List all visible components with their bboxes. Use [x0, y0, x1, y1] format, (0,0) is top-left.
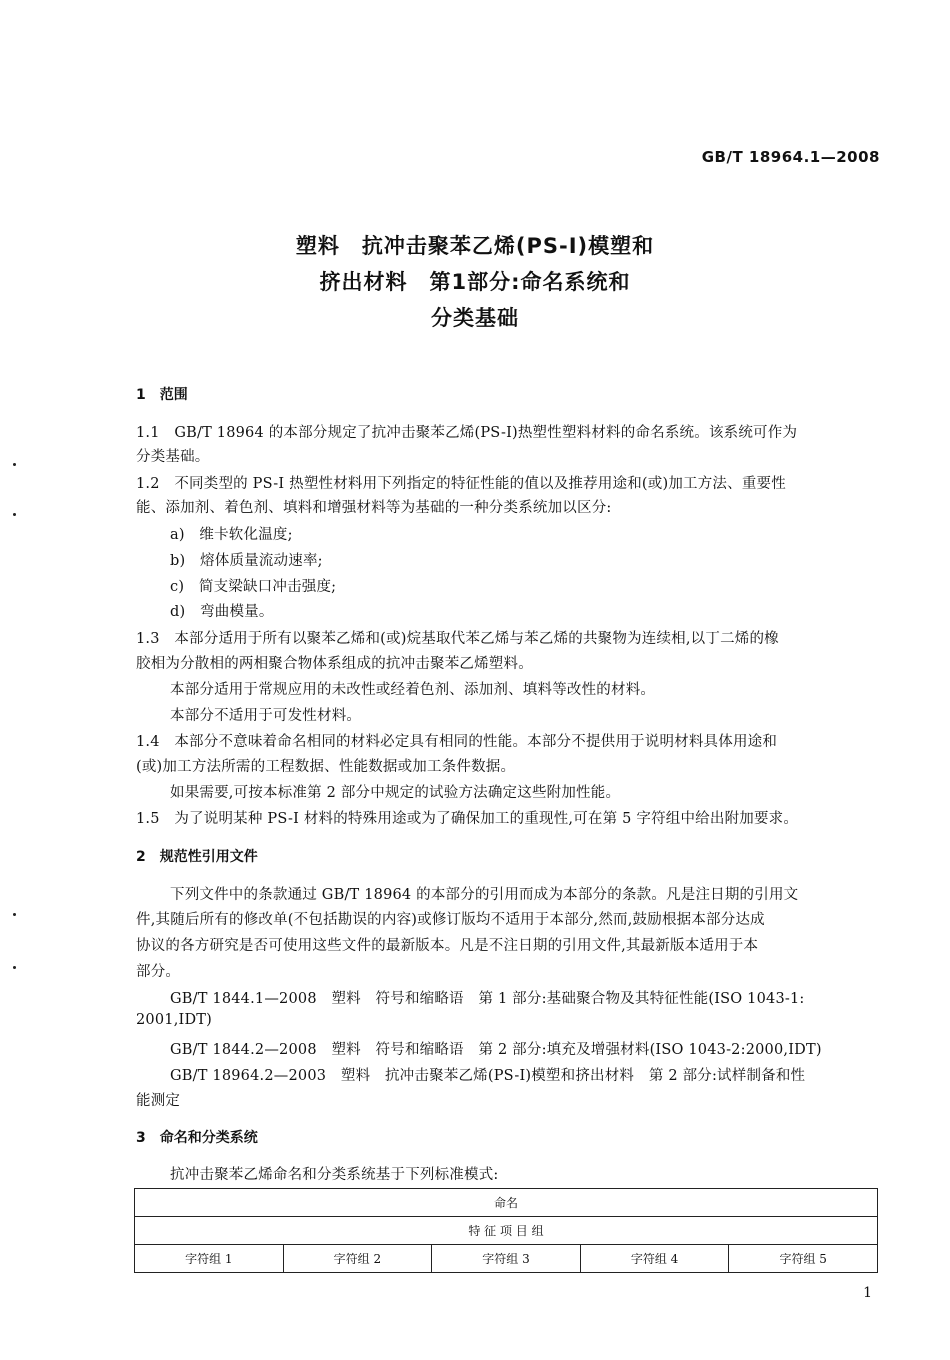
paragraph-line: 协议的各方研究是否可使用这些文件的最新版本。凡是不注日期的引用文件,其最新版本适用于本	[136, 938, 759, 954]
paragraph-line: 如果需要,可按本标准第 2 部分中规定的试验方法确定这些附加性能。	[170, 785, 621, 801]
section-2-heading: 2 规范性引用文件	[136, 849, 258, 865]
paragraph-line: (或)加工方法所需的工程数据、性能数据或加工条件数据。	[136, 759, 516, 775]
title-line-2: 挤出材料 第1部分:命名系统和	[319, 270, 631, 294]
paragraph-line: 1.5 为了说明某种 PS-I 材料的特殊用途或为了确保加工的重现性,可在第 5 字符组中给出附加要求。	[136, 811, 799, 827]
paragraph-line: 件,其随后所有的修改单(不包括勘误的内容)或修订版均不适用于本部分,然而,鼓励根据本部分达成	[136, 912, 765, 928]
paragraph-line: 1.3 本部分适用于所有以聚苯乙烯和(或)烷基取代苯乙烯与苯乙烯的共聚物为连续相,以丁二烯的橡	[136, 631, 779, 647]
table-cell-group-1: 字符组 1	[135, 1245, 284, 1273]
paragraph-line: 本部分不适用于可发性材料。	[170, 708, 362, 724]
paragraph-line: 本部分适用于常规应用的未改性或经着色剂、添加剂、填料等改性的材料。	[170, 682, 656, 698]
section-1-heading: 1 范围	[136, 387, 188, 403]
paragraph-line: 分类基础。	[136, 449, 210, 465]
reference-line: 能测定	[136, 1093, 181, 1109]
scan-dot	[13, 513, 16, 516]
page-number: 1	[863, 1285, 872, 1301]
paragraph-line: 部分。	[136, 964, 181, 980]
table-cell-group-3: 字符组 3	[432, 1245, 581, 1273]
list-item: b) 熔体质量流动速率;	[170, 553, 323, 569]
reference-line: GB/T 18964.2—2003 塑料 抗冲击聚苯乙烯(PS-I)模塑和挤出材料 第 2 部分:试样制备和性	[170, 1068, 806, 1084]
title-line-1: 塑料 抗冲击聚苯乙烯(PS-I)模塑和	[295, 234, 655, 258]
section-3-heading: 3 命名和分类系统	[136, 1130, 258, 1146]
table-header-designation: 命名	[135, 1189, 878, 1217]
designation-scheme-table	[134, 1188, 878, 1273]
scan-dot	[13, 463, 16, 466]
reference-line: 2001,IDT)	[136, 1012, 212, 1028]
paragraph-line: 下列文件中的条款通过 GB/T 18964 的本部分的引用而成为本部分的条款。凡是注日期的引用文	[170, 887, 799, 903]
scan-dot	[13, 913, 16, 916]
table-header-feature-groups: 特 征 项 目 组	[135, 1217, 878, 1245]
paragraph-line: 1.2 不同类型的 PS-I 热塑性材料用下列指定的特征性能的值以及推荐用途和(或)加工方法、重要性	[136, 476, 786, 492]
paragraph-line: 1.1 GB/T 18964 的本部分规定了抗冲击聚苯乙烯(PS-I)热塑性塑料材料的命名系统。该系统可作为	[136, 425, 798, 441]
scan-dot	[13, 966, 16, 969]
list-item: c) 简支梁缺口冲击强度;	[170, 579, 337, 595]
list-item: d) 弯曲模量。	[170, 604, 274, 620]
paragraph-line: 能、添加剂、着色剂、填料和增强材料等为基础的一种分类系统加以区分:	[136, 500, 612, 516]
list-item: a) 维卡软化温度;	[170, 527, 293, 543]
paragraph-line: 胶相为分散相的两相聚合物体系组成的抗冲击聚苯乙烯塑料。	[136, 656, 533, 672]
reference-line: GB/T 1844.2—2008 塑料 符号和缩略语 第 2 部分:填充及增强材料(ISO 1043-2:2000,IDT)	[170, 1042, 822, 1058]
table-cell-group-2: 字符组 2	[283, 1245, 432, 1273]
reference-line: GB/T 1844.1—2008 塑料 符号和缩略语 第 1 部分:基础聚合物及其特征性能(ISO 1043-1:	[170, 991, 805, 1007]
paragraph-line: 1.4 本部分不意味着命名相同的材料必定具有相同的性能。本部分不提供用于说明材料具体用途和	[136, 734, 778, 750]
table-cell-group-5: 字符组 5	[729, 1245, 878, 1273]
table-cell-group-4: 字符组 4	[580, 1245, 729, 1273]
paragraph-line: 抗冲击聚苯乙烯命名和分类系统基于下列标准模式:	[170, 1167, 499, 1183]
title-line-3: 分类基础	[431, 306, 519, 330]
standard-number: GB/T 18964.1—2008	[701, 148, 880, 166]
